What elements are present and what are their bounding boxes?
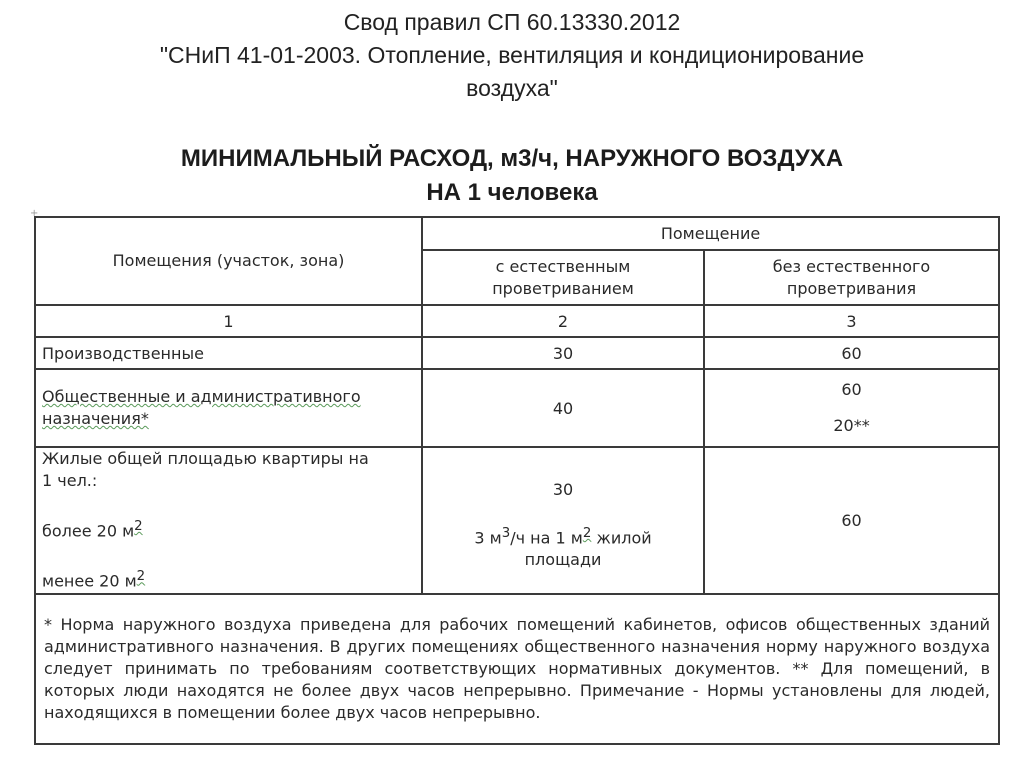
row-public-label-1: Общественные и административного [42, 387, 361, 406]
row-public-name [35, 369, 422, 447]
footnote-text: * Норма наружного воздуха приведена для рабочих помещений кабинетов, офисов общественных зданий административного назначения. В других помещениях общественного назначения норму наружного воздуха следует принимать по требованиям соответствующих нормативных документов. ** Для помещений, в которых люди находятся не более двух часов непрерывно. Примечание - Нормы установлены для людей, находящихся в помещении более двух часов непрерывно. [44, 614, 991, 722]
row-residential-no-natural: 60 [704, 447, 999, 594]
row-public-no-natural-a: 60 [841, 380, 862, 399]
header-room-group-label: Помещение [660, 224, 761, 243]
header-natural-ventilation [422, 250, 704, 305]
col-number-1: 1 [35, 305, 422, 337]
heading-line-2: НА 1 человека [426, 179, 598, 206]
title-line-2: "СНиП 41-01-2003. Отопление, вентиляция и кондиционирование [159, 42, 865, 68]
header-no-natural-ventilation [704, 250, 999, 305]
row-production-natural: 30 [422, 337, 704, 369]
row-residential-natural-a: 30 [552, 480, 574, 500]
header-rooms [35, 217, 422, 305]
document-title [0, 6, 1024, 105]
header-rooms-label: Помещения (участок, зона) [112, 251, 345, 270]
row-residential-less-text: менее 20 м [42, 571, 137, 591]
header-natural-line-2: проветриванием [492, 278, 634, 298]
row-public-no-natural [704, 369, 999, 447]
table-footnote [35, 594, 999, 744]
col-number-2: 2 [422, 305, 704, 337]
row-residential-more [42, 516, 415, 542]
row-residential-more-sup: 2 [134, 519, 143, 534]
header-natural-line-1: с естественным [495, 256, 631, 276]
title-line-1: Свод правил СП 60.13330.2012 [343, 9, 681, 35]
row-residential-natural-b-mid: /ч на 1 м [510, 528, 583, 548]
header-no-natural-line-1: без естественного [772, 256, 931, 276]
norms-table [34, 216, 1000, 745]
row-residential-natural-b-prefix: 3 м [474, 528, 502, 548]
row-production-no-natural: 60 [704, 337, 999, 369]
row-residential-natural-b-sup2: 2 [582, 526, 592, 542]
header-no-natural-line-2: проветривания [786, 278, 917, 298]
row-production-label: Производственные [42, 343, 204, 363]
row-residential-less-sup: 2 [136, 569, 146, 585]
title-line-3: воздуха" [466, 75, 558, 101]
corner-mark-top-left: + [30, 208, 39, 219]
row-public-natural: 40 [422, 369, 704, 447]
row-residential-label-2: 1 чел.: [42, 471, 98, 490]
col-number-3: 3 [704, 305, 999, 337]
row-public-no-natural-b: 20** [833, 416, 870, 435]
row-residential-less [42, 566, 415, 592]
row-public-label-2: назначения* [42, 409, 149, 428]
heading-line-1: МИНИМАЛЬНЫЙ РАСХОД, м3/ч, НАРУЖНОГО ВОЗДУХА [180, 145, 844, 172]
row-residential-natural [422, 447, 704, 594]
row-residential-natural-b [429, 523, 697, 549]
table-heading [0, 142, 1024, 210]
row-residential-name [35, 447, 422, 594]
row-residential-natural-b-sup3: 3 [501, 526, 511, 542]
header-room-group [422, 217, 999, 250]
row-residential-natural-b-suffix: жилой [591, 528, 652, 548]
row-public-label-2-wrap [42, 408, 415, 430]
row-residential-label-1: Жилые общей площадью квартиры на [42, 449, 369, 468]
row-production-name [35, 337, 422, 369]
row-residential-natural-b-line2: площади [524, 550, 602, 570]
row-residential-more-text: более 20 м [42, 521, 135, 541]
